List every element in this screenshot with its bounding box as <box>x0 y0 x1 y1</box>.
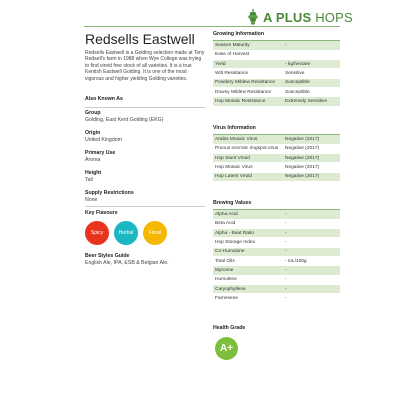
origin-label: Origin <box>85 130 101 136</box>
brewing-title: Brewing Values <box>213 200 252 206</box>
divider <box>85 206 205 207</box>
row-key: Wilt Resistance <box>213 69 283 78</box>
health-grade-section <box>213 325 340 331</box>
row-value: - <box>283 219 340 228</box>
row-key: Farnesene <box>213 294 283 303</box>
row-value: Sensitive <box>283 69 340 78</box>
row-key: Arabis Mosaic Virus <box>213 135 283 144</box>
row-key: Total Oils <box>213 256 283 265</box>
row-value: Susceptible <box>283 87 340 96</box>
table-row <box>213 50 340 59</box>
table-row <box>213 163 340 172</box>
row-key: Hop Mosaic Resistance <box>213 97 283 106</box>
health-grade-badge: A+ <box>215 337 238 360</box>
primary-use-label: Primary Use <box>85 150 116 156</box>
row-value: Negative (2017) <box>283 135 340 144</box>
row-value: Negative (2017) <box>283 154 340 163</box>
row-value: Negative (2017) <box>283 172 340 181</box>
row-value: - <box>283 41 340 50</box>
table-row <box>213 41 340 50</box>
row-key: Powdery Mildew Resistance <box>213 78 283 87</box>
row-key: Hop Latent Viroid <box>213 172 283 181</box>
brewing-section <box>213 200 340 303</box>
row-value: - <box>283 210 340 219</box>
table-row <box>213 69 340 78</box>
row-key: Humulene <box>213 275 283 284</box>
beer-styles-section <box>85 253 205 266</box>
origin-section <box>85 130 205 143</box>
primary-use-value: Aroma <box>85 156 101 163</box>
row-value: - <box>283 275 340 284</box>
height-section <box>85 170 205 183</box>
table-row <box>213 60 340 69</box>
header-divider <box>84 26 340 27</box>
group-value: Golding, East Kent Golding (EKG) <box>85 116 164 123</box>
brand-name: A PLUS HOPS <box>263 9 353 25</box>
variety-description: Redsells Eastwell is a Golding selection made at Tony Redsell's farm in 1988 when Wye College was trying to find viroid free stock of all varieties. It is a true Kentish Eastwell Golding. It is one of the most vigorous and higher yielding Golding varieties. <box>85 50 205 82</box>
row-value: - <box>283 294 340 303</box>
table-row <box>213 154 340 163</box>
row-key: Hop Mosaic Virus <box>213 163 283 172</box>
beer-styles-label: Beer Styles Guide <box>85 253 130 259</box>
growing-table <box>213 41 340 107</box>
aka-label: Also Known As <box>85 96 123 102</box>
row-value <box>283 50 340 59</box>
flavour-badge: Herbal <box>114 221 138 245</box>
page-title: Redsells Eastwell <box>85 31 195 47</box>
row-value: Extremely Sensitive <box>283 97 340 106</box>
table-row <box>213 135 340 144</box>
brand-logo <box>246 8 353 26</box>
virus-title: Virus Information <box>213 125 256 131</box>
growing-title: Growing Information <box>213 31 265 37</box>
row-value: - <box>283 238 340 247</box>
table-row <box>213 172 340 181</box>
virus-section <box>213 125 340 182</box>
supply-value: None <box>85 196 98 203</box>
supply-section <box>85 190 205 203</box>
row-key: Alpha - Beat Ratio <box>213 229 283 238</box>
table-row <box>213 219 340 228</box>
key-flavours-section <box>85 210 205 217</box>
aka-section <box>85 96 205 103</box>
row-key: Hop Storage Index <box>213 238 283 247</box>
row-value: Susceptible <box>283 78 340 87</box>
divider <box>85 107 205 108</box>
row-value: - <box>283 247 340 256</box>
hop-cone-icon <box>246 8 260 26</box>
row-value: - mL/100g <box>283 256 340 265</box>
table-row <box>213 247 340 256</box>
table-row <box>213 97 340 106</box>
group-section <box>85 110 205 123</box>
beer-styles-value: English Ale, IPA, ESB & Belgian Ale. <box>85 259 169 266</box>
health-grade-label: Health Grade <box>213 325 246 331</box>
height-value: Tall <box>85 176 93 183</box>
row-value: Negative (2017) <box>283 163 340 172</box>
row-key: Caryophyllene <box>213 284 283 293</box>
table-row <box>213 238 340 247</box>
height-label: Height <box>85 170 102 176</box>
brewing-table <box>213 210 340 303</box>
table-row <box>213 144 340 153</box>
row-key: Ease of Harvest <box>213 50 283 59</box>
row-value: Negative (2017) <box>283 144 340 153</box>
row-value: - <box>283 266 340 275</box>
row-key: Co-Humulone <box>213 247 283 256</box>
row-value: - kg/hectare <box>283 60 340 69</box>
table-row <box>213 78 340 87</box>
supply-label: Supply Restrictions <box>85 190 134 196</box>
growing-section <box>213 31 340 107</box>
flavour-badge: Floral <box>143 221 167 245</box>
row-key: Season Maturity <box>213 41 283 50</box>
table-row <box>213 266 340 275</box>
table-row <box>213 275 340 284</box>
table-row <box>213 87 340 96</box>
row-key: Prunus necrotic ringspot virus <box>213 144 283 153</box>
row-value: - <box>283 284 340 293</box>
row-key: Yield <box>213 60 283 69</box>
flavour-list <box>85 221 167 245</box>
row-key: Downy Mildew Resistance <box>213 87 283 96</box>
row-key: Hop Stunt Viroid <box>213 154 283 163</box>
row-value: - <box>283 229 340 238</box>
row-key: Myrcene <box>213 266 283 275</box>
primary-use-section <box>85 150 205 163</box>
key-flavours-label: Key Flavours <box>85 210 118 216</box>
row-key: Beta Acid <box>213 219 283 228</box>
table-row <box>213 284 340 293</box>
flavour-badge: Spicy <box>85 221 109 245</box>
virus-table <box>213 135 340 182</box>
row-key: Alpha Acid <box>213 210 283 219</box>
table-row <box>213 210 340 219</box>
group-label: Group <box>85 110 101 116</box>
table-row <box>213 256 340 265</box>
origin-value: United Kingdom <box>85 136 122 143</box>
table-row <box>213 229 340 238</box>
table-row <box>213 294 340 303</box>
